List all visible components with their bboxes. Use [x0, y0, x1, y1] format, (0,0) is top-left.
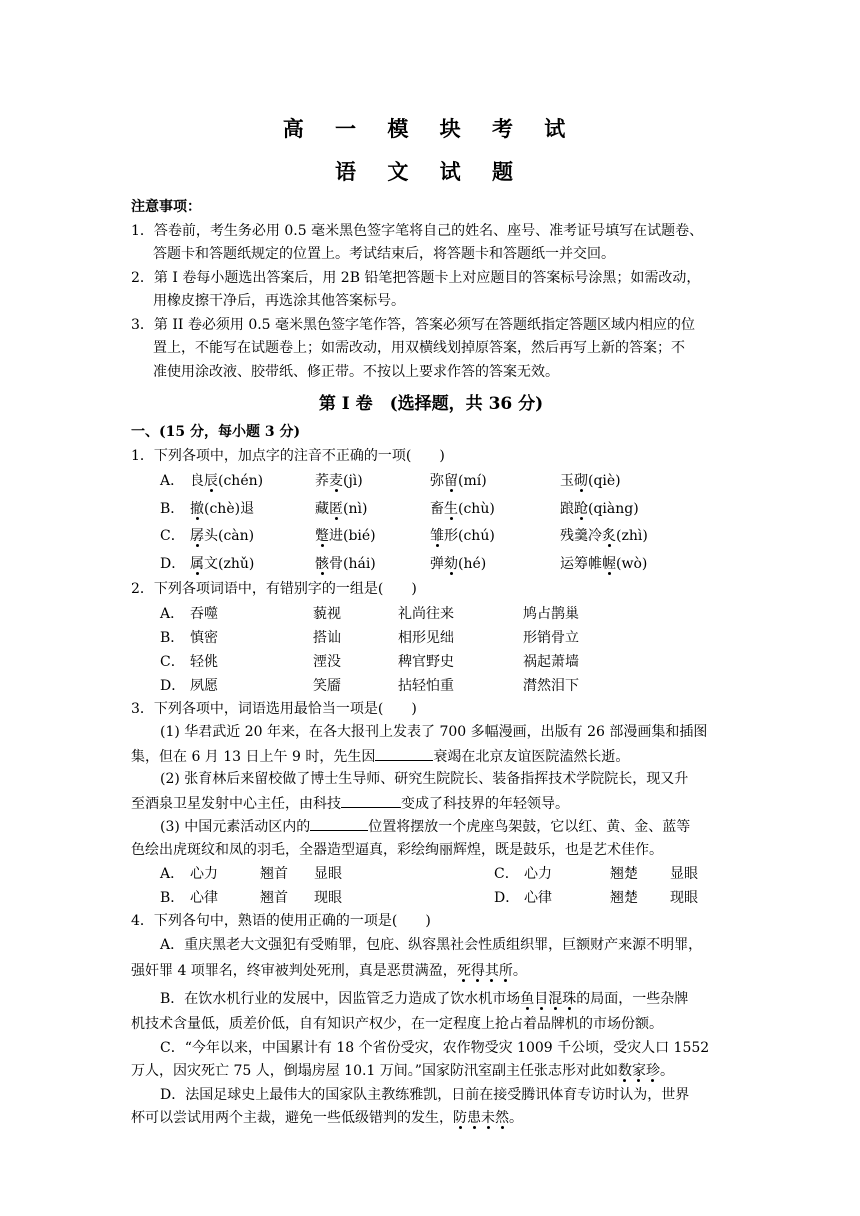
option-word: 翘首	[260, 890, 288, 906]
dotted-char: 生	[444, 500, 458, 517]
dotted-char: 然	[495, 1110, 509, 1126]
dotted-char: 混	[548, 991, 563, 1007]
dotted-char: 其	[484, 963, 499, 979]
word-prefix: 荞	[315, 473, 329, 489]
word-suffix: (chè)退	[204, 500, 255, 517]
notice-item-1-line-2: 答题卡和答题纸规定的位置上。考试结束后，将答题卡和答题纸一并交回。	[153, 246, 615, 262]
option-word: 鸠占鹊巢	[523, 605, 579, 622]
word-prefix: 弥	[430, 473, 444, 489]
exam-subtitle: 语 文 试 题	[335, 160, 525, 184]
question-3-item-2-line-2	[131, 792, 731, 816]
question-3-options-row-2	[131, 886, 731, 910]
option-word: 翘楚	[610, 866, 638, 882]
option-word: 祸起萧墙	[523, 653, 579, 670]
dotted-char: 撤	[190, 500, 204, 517]
word-prefix: 踉	[560, 500, 574, 517]
dotted-char: 雏	[430, 528, 444, 544]
text-fragment: 。	[659, 1063, 674, 1079]
word-prefix: 畜	[430, 500, 444, 517]
question-1-stem: 1．下列各项中，加点字的注音不正确的一项( )	[131, 447, 445, 464]
dotted-char: 跄	[574, 500, 588, 517]
notice-item-2-line-1: 2．第 I 卷每小题选出答案后，用 2B 铅笔把答题卡上对应题目的答案标号涂黑；如需改动，	[131, 269, 701, 286]
dotted-char: 患	[467, 1110, 481, 1126]
question-3-item-1-line-2	[131, 745, 731, 769]
question-3-item-2-line-1: (2) 张育林后来留校做了博士生导师、研究生院院长、装备指挥技术学院院长，现又升	[160, 771, 689, 787]
word-suffix: 头(càn)	[204, 528, 255, 544]
dotted-char: 骸	[315, 555, 329, 572]
option-word: 现眼	[314, 890, 342, 906]
word-suffix: (qiàng)	[588, 500, 639, 517]
word-prefix: 藏	[315, 500, 329, 517]
text-fragment: 的局面，一些杂牌	[576, 991, 689, 1007]
option-word: 现眼	[670, 890, 698, 906]
option-word	[190, 468, 315, 496]
answer-blank	[341, 792, 401, 808]
question-2-option-row	[131, 602, 731, 626]
option-word	[190, 551, 315, 579]
dotted-char: 所	[498, 963, 513, 979]
option-word	[190, 496, 315, 524]
dotted-char: 珍	[645, 1063, 660, 1079]
text-fragment: 至酒泉卫星发射中心主任，由科技	[131, 795, 341, 812]
dotted-char: 死	[456, 963, 471, 979]
word-suffix: (chù)	[458, 500, 495, 517]
option-word: 搭讪	[313, 629, 341, 646]
dotted-char: 未	[481, 1110, 495, 1126]
option-word: 礼尚往来	[398, 605, 454, 622]
dotted-char: 蹩	[315, 528, 329, 544]
option-word: 翘首	[260, 866, 288, 882]
question-1-option-row	[131, 551, 731, 579]
word-prefix: 玉	[560, 473, 574, 489]
exam-body	[131, 196, 731, 1131]
dotted-char: 珠	[562, 991, 577, 1007]
dotted-char: 家	[631, 1063, 646, 1079]
section-one-heading: 一、(15 分，每小题 3 分)	[131, 424, 301, 440]
word-suffix: 文(zhǔ)	[204, 555, 255, 572]
option-label: C．	[160, 528, 185, 544]
option-word	[560, 551, 690, 579]
text-fragment: 位置将摆放一个虎座鸟架鼓，它以红、黄、金、蓝等	[368, 819, 691, 835]
option-word: 潸然泪下	[523, 677, 579, 694]
text-fragment: B．在饮水机行业的发展中，因监管乏力造成了饮水机市场	[160, 991, 521, 1007]
word-suffix: 骨(hái)	[329, 555, 376, 572]
dotted-char: 辰	[204, 473, 218, 489]
question-3-item-1-line-1: (1) 华君武近 20 年来，在各大报刊上发表了 700 多幅漫画，出版有 26 部漫画集和插图	[160, 724, 708, 740]
dotted-char: 防	[453, 1110, 467, 1126]
option-label: D．	[494, 890, 520, 906]
option-label: C．	[160, 653, 185, 670]
text-fragment: 万人，因灾死亡 75 人，倒塌房屋 10.1 万间。”国家防汛室副主任张志彤对此如	[131, 1063, 618, 1079]
word-suffix: (mí)	[458, 473, 487, 489]
option-word: 拈轻怕重	[398, 677, 454, 694]
word-suffix: 进(bié)	[329, 528, 376, 544]
option-word: 显眼	[670, 866, 698, 882]
dotted-char: 数	[617, 1063, 632, 1079]
word-suffix: (hé)	[458, 555, 487, 572]
option-word	[315, 496, 430, 524]
question-3-options-row-1	[131, 862, 731, 886]
option-label: A．	[160, 473, 185, 489]
dotted-char: 目	[534, 991, 549, 1007]
dotted-char: 鱼	[520, 991, 535, 1007]
option-word: 心律	[524, 890, 552, 906]
question-1-option-row	[131, 496, 731, 524]
word-prefix: 残羹冷	[560, 528, 602, 544]
option-word	[430, 496, 560, 524]
option-word: 翘楚	[610, 890, 638, 906]
option-word: 笑靥	[313, 677, 341, 694]
exam-title: 高 一 模 块 考 试	[282, 117, 578, 141]
question-2-options	[131, 602, 731, 698]
dotted-char: 劾	[444, 555, 458, 572]
option-word	[315, 468, 430, 496]
word-suffix: (nì)	[343, 500, 368, 517]
option-word	[190, 523, 315, 551]
option-word: 吞噬	[190, 605, 218, 622]
option-word: 藐视	[313, 605, 341, 622]
option-label: A．	[160, 605, 185, 622]
notice-item-3-line-3: 准使用涂改液、胶带纸、修正带。不按以上要求作答的答案无效。	[153, 363, 559, 380]
question-4-option-a-line-1: A．重庆黑老大文强犯有受贿罪，包庇、纵容黑社会性质组织罪，巨额财产来源不明罪，	[160, 936, 703, 953]
option-word	[315, 523, 430, 551]
answer-blank	[310, 815, 368, 831]
notice-heading: 注意事项：	[131, 199, 201, 215]
option-word	[315, 551, 430, 579]
option-word: 相形见绌	[398, 629, 454, 646]
option-word: 显眼	[314, 866, 342, 882]
question-2-stem: 2．下列各项词语中，有错别字的一组是( )	[131, 581, 417, 597]
dotted-char: 孱	[190, 528, 204, 544]
question-3-item-3-line-1	[131, 815, 731, 839]
option-word: 湮没	[313, 653, 341, 670]
question-1-options	[131, 468, 731, 578]
word-prefix: 良	[190, 473, 204, 489]
text-fragment: 杯可以尝试用两个主裁，避免一些低级错判的发生，	[131, 1110, 453, 1126]
notice-item-3-line-1: 3．第 II 卷必须用 0.5 毫米黑色签字笔作答，答案必须写在答题纸指定答题区域内相应的位	[131, 316, 696, 333]
option-word	[560, 523, 690, 551]
option-word: 心力	[190, 866, 218, 882]
word-suffix: (zhì)	[616, 528, 648, 544]
word-suffix: (wò)	[616, 555, 648, 572]
text-fragment: 强奸罪 4 项罪名，终审被判处死刑，真是恶贯满盈，	[131, 963, 457, 979]
notice-item-2-line-2: 用橡皮擦干净后，再选涂其他答案标号。	[153, 293, 405, 309]
option-label: B．	[160, 500, 185, 517]
question-2-option-row	[131, 626, 731, 650]
word-suffix: (qiè)	[588, 473, 621, 489]
word-suffix: (jì)	[343, 473, 363, 489]
notice-item-3-line-2: 置上，不能写在试题卷上；如需改动，用双横线划掉原答案，然后再写上新的答案；不	[153, 340, 685, 356]
question-4-option-d-line-2	[131, 1107, 731, 1131]
word-prefix: 弹	[430, 555, 444, 572]
option-word: 心律	[190, 890, 218, 906]
question-3-item-3-line-2: 色绘出虎斑纹和凤的羽毛，全器造型逼真，彩绘绚丽辉煌，既是鼓乐，也是艺术佳作。	[131, 841, 663, 858]
text-fragment: 。	[509, 1110, 523, 1126]
option-word	[430, 468, 560, 496]
dotted-char: 属	[190, 555, 204, 572]
option-word: 夙愿	[190, 677, 218, 694]
option-word: 慎密	[190, 629, 218, 646]
dotted-char: 麦	[329, 473, 343, 489]
question-1-option-row	[131, 523, 731, 551]
word-suffix: 形(chú)	[444, 528, 495, 544]
question-4-stem: 4．下列各句中，熟语的使用正确的一项是( )	[131, 913, 431, 929]
text-fragment: 。	[512, 963, 527, 979]
dotted-char: 幄	[602, 555, 616, 572]
dotted-char: 留	[444, 473, 458, 489]
text-fragment: 集，但在 6 月 13 日上午 9 时，先生因	[131, 748, 376, 765]
question-4-option-b-line-1	[131, 985, 731, 1013]
question-2-option-row	[131, 674, 731, 698]
option-label: A．	[160, 866, 185, 882]
option-label: B．	[160, 629, 185, 646]
question-2-option-row	[131, 650, 731, 674]
text-fragment: (3) 中国元素活动区内的	[160, 819, 311, 835]
dotted-char: 炙	[602, 528, 616, 544]
question-4-option-a-line-2	[131, 957, 731, 985]
part-one-title: 第 I 卷 (选择题，共 36 分)	[318, 394, 544, 414]
option-word	[430, 551, 560, 579]
answer-blank	[375, 745, 433, 761]
dotted-char: 砌	[574, 473, 588, 489]
word-suffix: (chén)	[218, 473, 264, 489]
option-label: D．	[160, 677, 186, 694]
question-3-stem: 3．下列各项中，词语选用最恰当一项是( )	[131, 700, 417, 717]
question-4-option-d-line-1: D．法国足球史上最伟大的国家队主教练雅凯，日前在接受腾讯体育专访时认为，世界	[160, 1086, 690, 1103]
option-word: 稗官野史	[398, 653, 454, 670]
option-label: D．	[160, 555, 186, 572]
dotted-char: 得	[470, 963, 485, 979]
option-word	[560, 496, 690, 524]
option-word: 心力	[524, 866, 552, 882]
question-4-option-b-line-2: 机技术含量低，质差价低，自有知识产权少，在一定程度上抢占着品牌机的市场份额。	[131, 1016, 663, 1032]
question-4-option-c-line-1: C．“今年以来，中国累计有 18 个省份受灾，农作物受灾 1009 千公顷，受灾人口 1552	[160, 1039, 710, 1056]
option-word: 轻佻	[190, 653, 218, 670]
notice-item-1-line-1: 1．答卷前，考生务必用 0.5 毫米黑色签字笔将自己的姓名、座号、准考证号填写在试题卷、	[131, 222, 704, 239]
text-fragment: 变成了科技界的年轻领导。	[401, 795, 569, 812]
question-4-option-c-line-2	[131, 1060, 731, 1084]
text-fragment: 衰竭在北京友谊医院溘然长逝。	[433, 748, 630, 765]
option-word	[560, 468, 690, 496]
option-word	[430, 523, 560, 551]
dotted-char: 匿	[329, 500, 343, 517]
word-prefix: 运筹帷	[560, 555, 602, 572]
option-label: C．	[494, 866, 519, 882]
option-word: 形销骨立	[523, 629, 579, 646]
option-label: B．	[160, 890, 185, 906]
question-1-option-row	[131, 468, 731, 496]
